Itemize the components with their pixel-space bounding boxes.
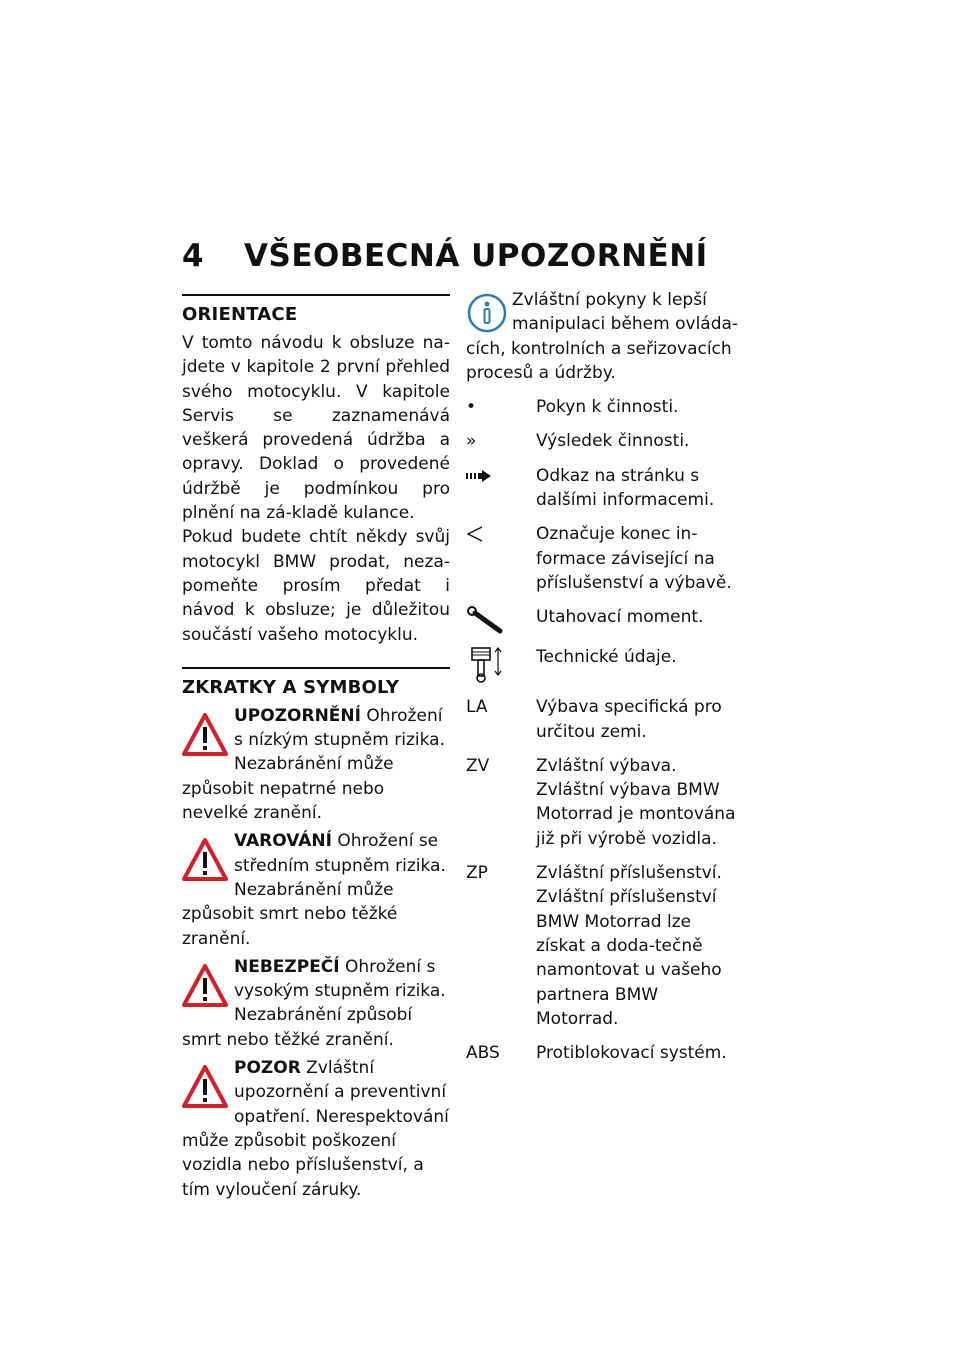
section-rule [182,667,450,669]
symbol-row-end-of-info [466,522,741,595]
symbol-row-page-reference [466,464,741,513]
left-column [182,294,450,1206]
symbol-description: Utahovací moment. [536,607,704,628]
warning-pozor [182,1056,450,1202]
symbol-row-zp [466,861,741,1031]
symbol-description: Odkaz na stránku s dalšími informacemi. [536,465,715,511]
warning-label: NEBEZPEČÍ [234,956,340,977]
warning-triangle-icon [182,712,228,758]
warning-text: Zvláštní upozornění a preventivní opatření. Nerespektování může způsobit poškození vozidla nebo příslušenství, a tím vyloučení záruky. [182,1058,449,1200]
symbol-description: Pokyn k činnosti. [536,397,679,418]
result-symbol: » [466,431,477,452]
warning-nebezpeci [182,955,450,1052]
abbreviation: ZV [466,755,490,776]
technical-data-piston-icon [466,645,506,685]
symbol-row-action [466,395,741,419]
symbol-row-technical-data [466,645,741,685]
warning-triangle-icon [182,963,228,1009]
symbol-description: Zvláštní výbava. Zvláštní výbava BMW Motorrad je montována již při výrobě vozidla. [536,755,736,849]
info-note-text: Zvláštní pokyny k lepší manipulaci během ovláda-cích, kontrolních a seřizovacích procesů a údržby. [466,290,739,383]
torque-wrench-icon [466,605,506,635]
symbol-description: Protiblokovací systém. [536,1043,727,1064]
abbreviation: ABS [466,1043,500,1064]
chapter-name: VŠEOBECNÁ UPOZORNĚNÍ [244,238,708,274]
section-heading-orientace: ORIENTACE [182,304,298,325]
page-reference-arrow-icon [466,469,492,483]
section-rule [182,294,450,296]
warning-label: UPOZORNĚNÍ [234,705,361,726]
symbol-description: Výbava specifická pro určitou zemi. [536,697,722,742]
info-icon [466,292,508,334]
warning-triangle-icon [182,837,228,883]
end-of-information-icon [466,525,484,543]
symbol-description: Technické údaje. [536,647,677,668]
section-heading-zkratky: ZKRATKY A SYMBOLY [182,676,400,698]
warning-label: POZOR [234,1058,301,1079]
warning-label: VAROVÁNÍ [234,831,332,852]
symbol-row-la [466,695,741,744]
chapter-number: 4 [182,238,205,274]
symbol-description: Výsledek činnosti. [536,431,690,452]
orientace-paragraph-1: V tomto návodu k obsluze na-jdete v kapitole 2 první přehled svého motocyklu. V kapitole Servis se zaznamenává veškerá provedená údržba a opravy. Doklad o provedené údržbě je podmínkou pro plnění na zá-kladě kulance. [182,333,450,524]
warning-triangle-icon [182,1064,228,1110]
orientace-paragraph-2: Pokud budete chtít někdy svůj motocykl BMW prodat, neza-pomeňte prosím předat i návod k obsluze; je důležitou součástí vašeho motocyklu. [182,527,450,645]
right-column [466,288,741,1065]
symbol-row-result [466,429,741,453]
symbol-description: Označuje konec in-formace závisející na příslušenství a výbavě. [536,524,732,593]
warning-text: Ohrožení s nízkým stupněm rizika. Nezabránění může způsobit nepatrné nebo nevelké zranění. [182,705,445,824]
symbol-description: Zvláštní příslušenství. Zvláštní příslušenství BMW Motorrad lze získat a doda-tečně namontovat u vašeho partnera BMW Motorrad. [536,863,722,1029]
info-note [466,288,741,385]
warning-text: Ohrožení se středním stupněm rizika. Nezabránění může způsobit smrt nebo těžké zranění. [182,831,446,949]
chapter-title [182,238,708,274]
warning-upozorneni [182,704,450,825]
warning-varovani [182,829,450,950]
warning-text: Ohrožení s vysokým stupněm rizika. Nezabránění způsobí smrt nebo těžké zranění. [182,956,446,1050]
abbreviation: LA [466,697,488,718]
symbol-row-torque [466,605,741,635]
symbol-row-abs [466,1041,741,1065]
abbreviation: ZP [466,863,488,884]
bullet-symbol: • [466,397,477,418]
symbol-row-zv [466,754,741,851]
